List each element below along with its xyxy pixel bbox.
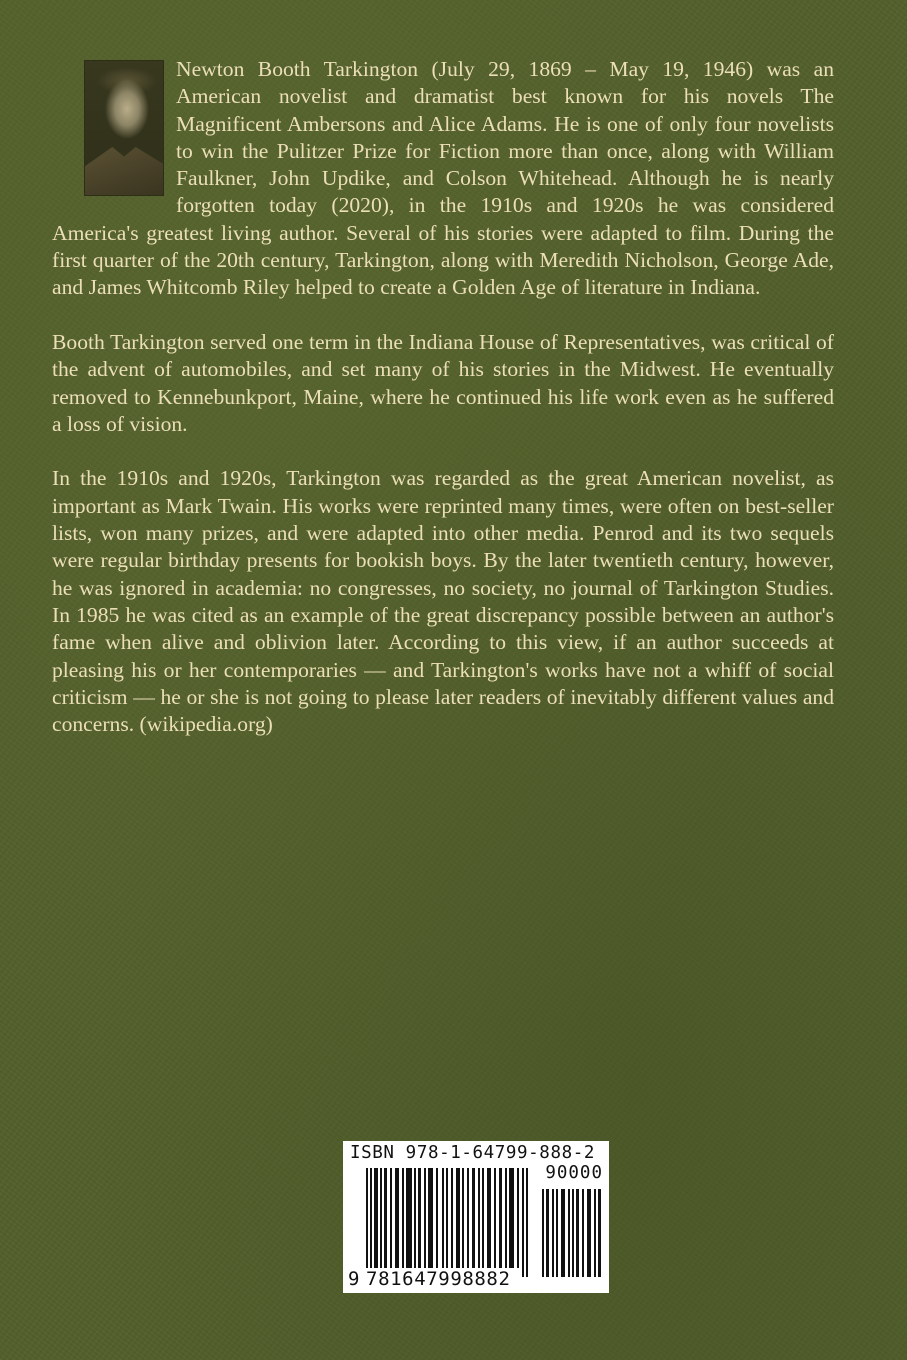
- ean-number: 781647998882: [366, 1268, 511, 1290]
- isbn-label: ISBN 978-1-64799-888-2: [350, 1143, 595, 1163]
- portrait-collar-shape: [85, 147, 163, 195]
- author-portrait-icon: [84, 60, 164, 196]
- ean-digits: [348, 1268, 511, 1290]
- synopsis-text-block: [52, 56, 834, 766]
- paragraph-1-text: Newton Booth Tarkington (July 29, 1869 – May 19, 1946) was an American novelist and dramatist best known for his novels The Magnificent Ambersons and Alice Adams. He is one of only four novelists to win the Pulitzer Prize for Fiction more than once, along with William Faulkner, John Updike, and Colson Whitehead. Although he is nearly forgotten today (2020), in the 1910s and 1920s he was considered America's greatest living author. Several of his stories were adapted to film. During the first quarter of the 20th century, Tarkington, along with Meredith Nicholson, George Ade, and James Whitcomb Riley helped to create a Golden Age of literature in Indiana.: [52, 57, 834, 300]
- ean-lead-digit: 9: [348, 1268, 361, 1290]
- paragraph-career: Booth Tarkington served one term in the Indiana House of Representatives, was critical of the advent of automobiles, and set many of his stories in the Midwest. He eventually removed to Kennebunkport, Maine, where he continued his life work even as he suffered a loss of vision.: [52, 329, 834, 436]
- barcode-icon: [366, 1168, 528, 1277]
- price-code: 90000: [545, 1163, 603, 1183]
- paragraph-biography: [52, 56, 834, 302]
- paragraph-legacy: In the 1910s and 1920s, Tarkington was regarded as the great American novelist, as important as Mark Twain. His works were reprinted many times, were often on best-seller lists, won many prizes, and were adapted into other media. Penrod and its two sequels were regular birthday presents for bookish boys. By the later twentieth century, however, he was ignored in academia: no congresses, no society, no journal of Tarkington Studies. In 1985 he was cited as an example of the great discrepancy possible between an author's fame when alive and oblivion later. According to this view, if an author succeeds at pleasing his or her contemporaries — and Tarkington's works have not a whiff of social criticism — he or she is not going to please later readers of inevitably different values and concerns. (wikipedia.org): [52, 466, 834, 737]
- isbn-barcode: [343, 1141, 609, 1293]
- price-addon-barcode-icon: [542, 1189, 602, 1277]
